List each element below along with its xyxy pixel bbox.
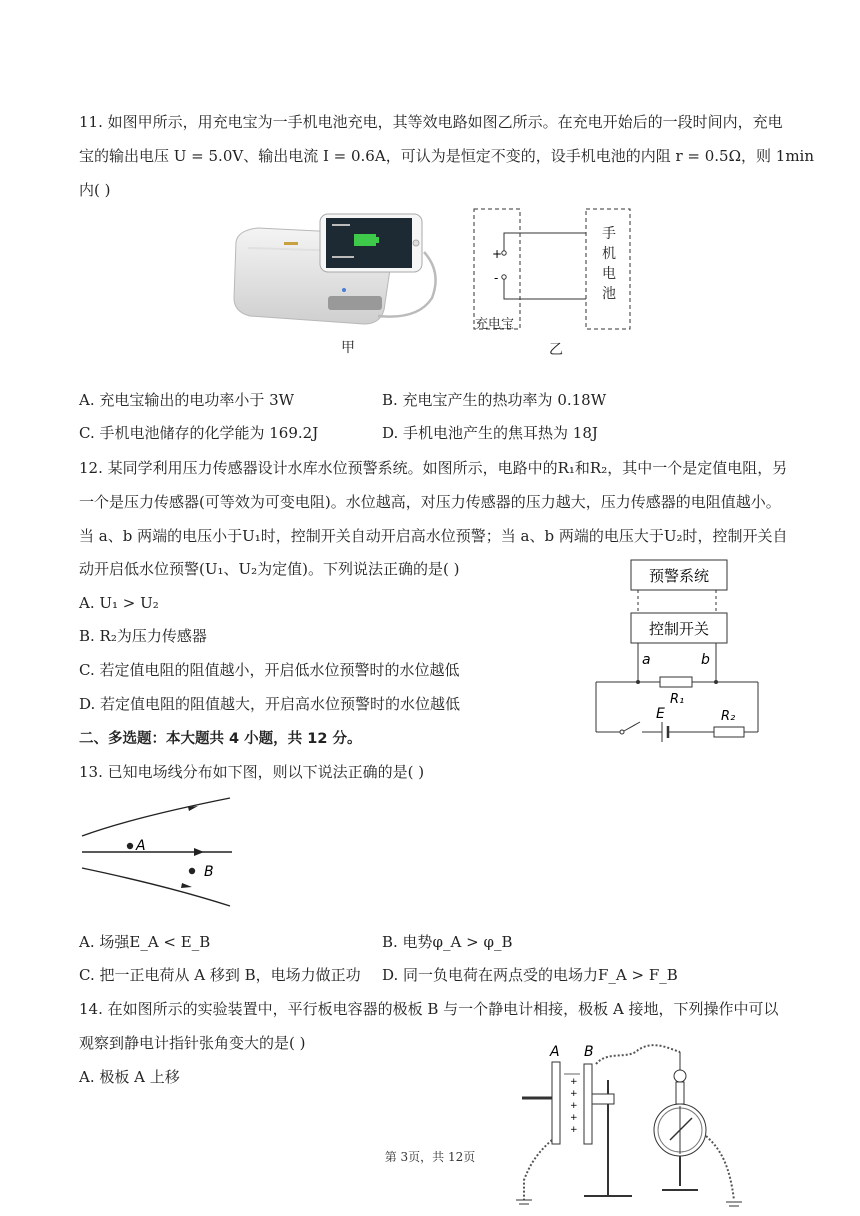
q12-line-1: 12. 某同学利用压力传感器设计水库水位预警系统。如图所示，电路中的R₁和R₂，其中一个是定值电阻，另 <box>79 459 788 477</box>
q12-line-3: 当 a、b 两端的电压小于U₁时，控制开关自动开启高水位预警；当 a、b 两端的电压大于U₂时，控制开关自 <box>79 527 788 545</box>
warning-system-label: 预警系统 <box>648 567 710 585</box>
q13-option-c: C. 把一正电荷从 A 移到 B，电场力做正功 <box>79 966 361 984</box>
terminal-minus: - <box>494 271 499 285</box>
terminal-a: a <box>642 652 651 668</box>
q12-option-c: C. 若定值电阻的阻值越小，开启低水位预警时的水位越低 <box>79 661 460 679</box>
q14-option-a: A. 极板 A 上移 <box>79 1068 180 1086</box>
fig-yi-caption: 乙 <box>549 342 563 358</box>
q13-line-1: 13. 已知电场线分布如下图，则以下说法正确的是( ) <box>79 763 425 781</box>
control-switch-label: 控制开关 <box>648 620 710 638</box>
q12-option-b: B. R₂为压力传感器 <box>79 627 207 645</box>
resistor-r1-label: R₁ <box>670 692 685 707</box>
power-bank-photo <box>228 212 448 334</box>
svg-text:+: + <box>570 1101 578 1111</box>
q11-line-2: 宝的输出电压 U = 5.0V、输出电流 I = 0.6A，可认为是恒定不变的，设手机电池的内阻 r = 0.5Ω，则 1min <box>79 147 815 165</box>
plate-a-label: A <box>550 1044 560 1060</box>
q11-option-b: B. 充电宝产生的热功率为 0.18W <box>382 391 607 409</box>
plate-b-label: B <box>584 1044 594 1060</box>
q12-option-a: A. U₁ > U₂ <box>79 594 159 612</box>
q13-option-a: A. 场强E_A < E_B <box>79 933 211 951</box>
q11-line-3: 内( ) <box>79 181 111 199</box>
page-footer: 第 3页，共 12页 <box>384 1150 476 1164</box>
svg-text:+: + <box>570 1113 578 1123</box>
section-2-heading: 二、多选题：本大题共 4 小题，共 12 分。 <box>79 731 362 747</box>
q13-option-d: D. 同一负电荷在两点受的电场力F_A > F_B <box>382 966 678 984</box>
water-level-warning-circuit <box>590 556 770 742</box>
q12-line-4: 动开启低水位预警(U₁、U₂为定值)。下列说法正确的是( ) <box>79 560 460 578</box>
q14-line-1: 14. 在如图所示的实验装置中，平行板电容器的极板 B 与一个静电计相接，极板 A 接地，下列操作中可以 <box>79 1000 779 1018</box>
capacitor-electroscope-apparatus <box>508 1040 748 1212</box>
q12-line-2: 一个是压力传感器(可等效为可变电阻)。水位越高，对压力传感器的压力越大，压力传感器的电阻值越小。 <box>79 493 781 511</box>
resistor-r2-label: R₂ <box>721 709 736 724</box>
svg-text:+: + <box>570 1077 578 1087</box>
svg-text:+: + <box>570 1089 578 1099</box>
q13-option-b: B. 电势φ_A > φ_B <box>382 933 513 951</box>
circuit-bank-label: 充电宝 <box>475 317 515 332</box>
q11-option-a: A. 充电宝输出的电功率小于 3W <box>79 391 295 409</box>
q12-option-d: D. 若定值电阻的阻值越大，开启高水位预警时的水位越低 <box>79 695 461 713</box>
electric-field-lines-diagram <box>80 794 236 910</box>
point-b-label: B <box>204 864 214 880</box>
q11-option-d: D. 手机电池产生的焦耳热为 18J <box>382 424 598 442</box>
q14-line-2: 观察到静电计指针张角变大的是( ) <box>79 1034 306 1052</box>
q11-line-1: 11. 如图甲所示，用充电宝为一手机电池充电，其等效电路如图乙所示。在充电开始后的一段时间内，充电 <box>79 113 783 131</box>
svg-text:+: + <box>570 1125 578 1135</box>
q11-option-c: C. 手机电池储存的化学能为 169.2J <box>79 424 319 442</box>
point-a-label: A <box>136 838 146 854</box>
fig-jia-caption: 甲 <box>341 340 355 356</box>
battery-e-label: E <box>656 706 665 722</box>
terminal-plus: + <box>492 247 503 261</box>
circuit-phone-label: 手机电池 <box>602 226 616 302</box>
terminal-b: b <box>701 652 710 668</box>
